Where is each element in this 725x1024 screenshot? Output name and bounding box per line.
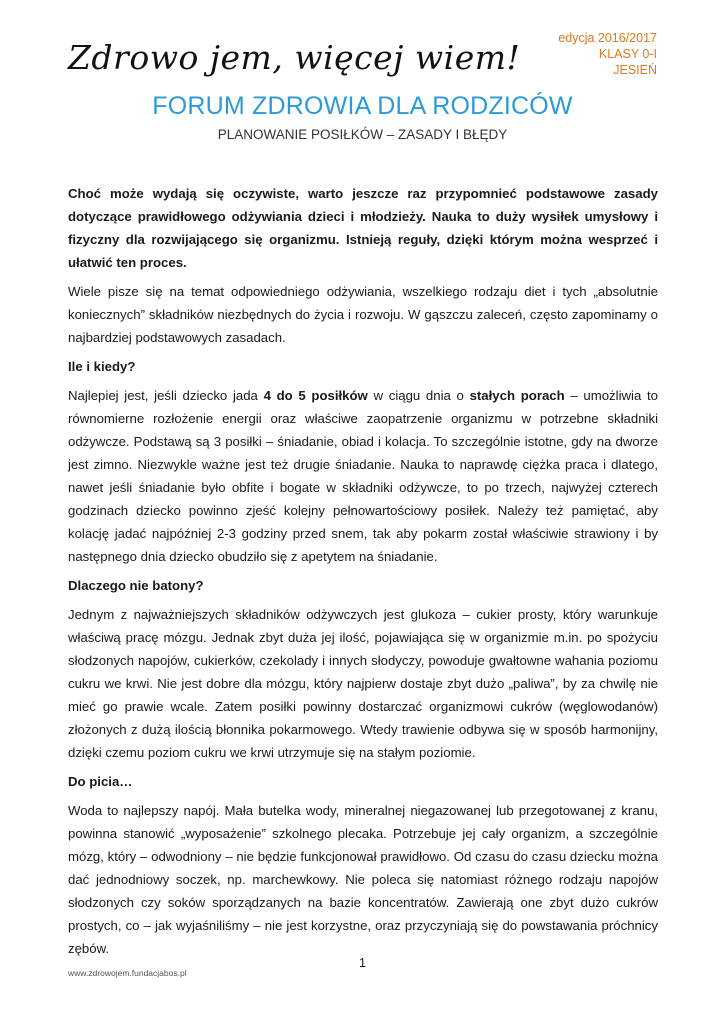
edition-year: edycja 2016/2017: [558, 31, 657, 45]
page-title: FORUM ZDROWIA DLA RODZICÓW: [152, 92, 573, 120]
page-subtitle: PLANOWANIE POSIŁKÓW – ZASADY I BŁĘDY: [217, 127, 508, 142]
page-number: 1: [359, 956, 366, 970]
article-body: [68, 182, 658, 966]
emphasis-meal-count: 4 do 5 posiłków: [263, 388, 368, 403]
lead-paragraph: Choć może wydają się oczywiste, warto jeszcze raz przypomnieć podstawowe zasady dotyczące prawidłowego odżywiania dzieci i młodzieży. Nauka to duży wysiłek umysłowy i fizyczny dla rozwijającego się organizmu. Istnieją reguły, dzięki którym można wesprzeć i ułatwić ten proces.: [68, 186, 658, 270]
section-batony-text: Jednym z najważniejszych składników odżywczych jest glukoza – cukier prosty, który warunkuje właściwą pracę mózgu. Jednak zbyt duża jej ilość, pojawiająca się w organizmie m.in. po spożyciu słodzonych napojów, cukierków, czekolady i innych słodyczy, powoduje gwałtowne wahania poziomu cukru we krwi. Nie jest dobre dla mózgu, który najpierw dostaje zbyt dużo „paliwa”, by za chwilę nie mieć go prawie wcale. Zatem posiłki powinny dostarczać organizmowi cukrów (węglowodanów) złożonych z dużą ilością błonnika pokarmowego. Wtedy trawienie odbywa się w sposób harmonijny, dzięki czemu poziom cukru we krwi utrzymuje się na stałym poziomie.: [68, 607, 658, 760]
intro-paragraph: Wiele pisze się na temat odpowiedniego odżywiania, wszelkiego rodzaju diet i tych „absolutnie koniecznych” składników niezbędnych do życia i rozwoju. W gąszczu zaleceń, często zapominamy o najbardziej podstawowych zasadach.: [68, 284, 658, 345]
edition-classes: KLASY 0-I: [598, 47, 657, 61]
edition-season: JESIEŃ: [613, 63, 657, 77]
text-span: Najlepiej jest, jeśli dziecko jada: [68, 388, 264, 403]
footer-url: www.zdrowojem.fundacjabos.pl: [68, 968, 187, 978]
emphasis-fixed-times: stałych porach: [469, 388, 565, 403]
section-heading-do-picia: Do picia…: [68, 774, 133, 789]
logo-text: Zdrowo jem, więcej wiem!: [68, 38, 521, 77]
section-heading-batony: Dlaczego nie batony?: [68, 578, 204, 593]
section-ile-i-kiedy-text: [68, 384, 658, 568]
edition-info: [558, 30, 657, 78]
section-do-picia-text: Woda to najlepszy napój. Mała butelka wody, mineralnej niegazowanej lub przegotowanej z kranu, powinna stanowić „wyposażenie” szkolnego plecaka. Potrzebuje jej cały organizm, a szczególnie mózg, który – odwodniony – nie będzie funkcjonował prawidłowo. Od czasu do czasu dziecku można dać jednodniowy soczek, np. marchewkowy. Nie poleca się natomiast różnego rodzaju napojów słodzonych czy soków sporządzanych na bazie koncentratów. Zawierają one zbyt dużo cukrów prostych, co – jak wyjaśniliśmy – nie jest korzystne, oraz przyczyniają się do powstawania próchnicy zębów.: [68, 803, 658, 956]
text-span: w ciągu dnia o: [367, 388, 470, 403]
section-heading-ile-i-kiedy: Ile i kiedy?: [68, 359, 136, 374]
text-span: – umożliwia to równomierne rozłożenie energii oraz właściwe zaopatrzenie organizmu w potrzebne składniki odżywcze. Podstawą są 3 posiłki – śniadanie, obiad i kolacja. To szczególnie istotne, gdy na dworze jest zimno. Niezwykle ważne jest też drugie śniadanie. Nauka to naprawdę ciężka praca i dlatego, nawet jeśli śniadanie było obfite i bogate w składniki odżywcze, to po trzech, najwyżej czterech godzinach dziecko powinno zjeść kolejny pełnowartościowy posiłek. Należy też pamiętać, aby kolację jadać najpóźniej 2-3 godziny przed snem, tak aby pokarm został właściwie strawiony i by następnego dnia dziecko obudziło się z apetytem na śniadanie.: [68, 388, 658, 564]
